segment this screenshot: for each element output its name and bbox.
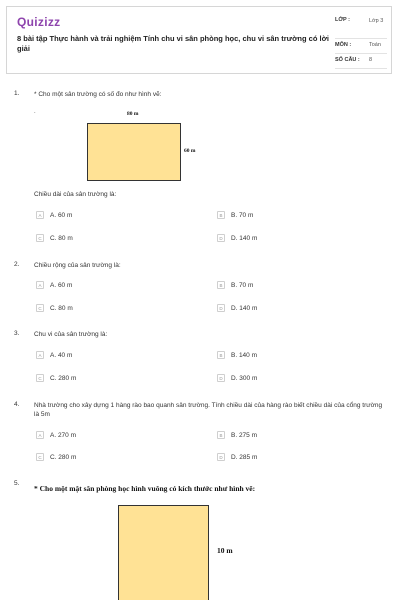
- option-letter-badge: B: [217, 431, 225, 439]
- answer-option-c[interactable]: [36, 233, 73, 243]
- option-letter-badge: C: [36, 304, 44, 312]
- option-text: D. 285 m: [231, 453, 258, 461]
- question-text: Chiều rộng của sân trường là:: [34, 262, 121, 269]
- question-prompt: Chiều dài của sân trường là:: [34, 191, 117, 198]
- option-letter-badge: D: [217, 374, 225, 382]
- option-text: D. 300 m: [231, 374, 258, 382]
- option-letter-badge: B: [217, 211, 225, 219]
- count-label: SỐ CÂU :: [335, 57, 360, 63]
- figure-side-label: 10 m: [217, 546, 233, 555]
- option-text: B. 70 m: [231, 211, 254, 219]
- question-number: 2.: [14, 261, 20, 268]
- answer-option-a[interactable]: [36, 430, 76, 440]
- question-text: Chu vi của sân trường là:: [34, 331, 108, 338]
- option-text: C. 80 m: [50, 234, 73, 242]
- answer-option-a[interactable]: [36, 350, 72, 360]
- option-letter-badge: A: [36, 351, 44, 359]
- worksheet-title: 8 bài tập Thực hành và trải nghiệm Tính chu vi sân phòng học, chu vi sân trường có lời giải: [17, 34, 329, 53]
- meta-divider: [335, 38, 387, 39]
- option-text: D. 140 m: [231, 234, 258, 242]
- question-text: Nhà trường cho xây dựng 1 hàng rào bao quanh sân trường. Tính chiều dài của hàng rào biết chiều dài của cổng trường là 5m: [34, 402, 383, 418]
- option-text: A. 60 m: [50, 281, 73, 289]
- figure-height-label: 60 m: [184, 148, 196, 154]
- count-value: 8: [369, 57, 373, 63]
- option-letter-badge: C: [36, 374, 44, 382]
- option-text: C. 280 m: [50, 453, 77, 461]
- answer-option-a[interactable]: [36, 210, 72, 220]
- option-text: A. 60 m: [50, 211, 73, 219]
- option-letter-badge: D: [217, 234, 225, 242]
- option-letter-badge: C: [36, 234, 44, 242]
- figure-width-label: 80 m: [127, 111, 139, 117]
- question-number: 3.: [14, 330, 20, 337]
- option-text: C. 280 m: [50, 374, 77, 382]
- option-text: A. 40 m: [50, 351, 73, 359]
- option-text: B. 140 m: [231, 351, 258, 359]
- answer-option-b[interactable]: [217, 350, 257, 360]
- answer-option-d[interactable]: [217, 452, 257, 462]
- option-letter-badge: A: [36, 431, 44, 439]
- answer-option-c[interactable]: [36, 303, 73, 313]
- option-text: B. 275 m: [231, 431, 258, 439]
- question-number: 1.: [14, 90, 20, 97]
- option-letter-badge: B: [217, 281, 225, 289]
- option-letter-badge: A: [36, 211, 44, 219]
- figure-bullet: .: [34, 109, 36, 115]
- subject-label: MÔN :: [335, 42, 352, 48]
- option-letter-badge: D: [217, 453, 225, 461]
- schoolyard-rectangle: [87, 123, 181, 181]
- answer-option-d[interactable]: [217, 303, 257, 313]
- answer-option-b[interactable]: [217, 280, 253, 290]
- option-text: C. 80 m: [50, 304, 73, 312]
- question-number: 5.: [14, 480, 20, 487]
- meta-divider: [335, 53, 387, 54]
- grade-value: Lớp 3: [369, 18, 384, 24]
- option-text: D. 140 m: [231, 304, 258, 312]
- option-letter-badge: A: [36, 281, 44, 289]
- subject-value: Toán: [369, 42, 381, 48]
- option-letter-badge: D: [217, 304, 225, 312]
- question-number: 4.: [14, 401, 20, 408]
- question-text: * Cho một sân trường có số đo như hình vẽ:: [34, 91, 162, 98]
- answer-option-c[interactable]: [36, 452, 76, 462]
- classroom-square: [118, 505, 209, 600]
- option-letter-badge: B: [217, 351, 225, 359]
- answer-option-c[interactable]: [36, 373, 76, 383]
- answer-option-b[interactable]: [217, 430, 257, 440]
- option-text: B. 70 m: [231, 281, 254, 289]
- option-text: A. 270 m: [50, 431, 77, 439]
- grade-label: LỚP :: [335, 17, 350, 23]
- answer-option-d[interactable]: [217, 373, 257, 383]
- worksheet-header: [6, 6, 392, 74]
- meta-divider: [335, 68, 387, 69]
- answer-option-d[interactable]: [217, 233, 257, 243]
- option-letter-badge: C: [36, 453, 44, 461]
- answer-option-a[interactable]: [36, 280, 72, 290]
- quizizz-logo: Quizizz: [17, 15, 61, 29]
- question-text: * Cho một mặt sân phòng học hình vuông có kích thước như hình vẽ:: [34, 484, 256, 493]
- answer-option-b[interactable]: [217, 210, 253, 220]
